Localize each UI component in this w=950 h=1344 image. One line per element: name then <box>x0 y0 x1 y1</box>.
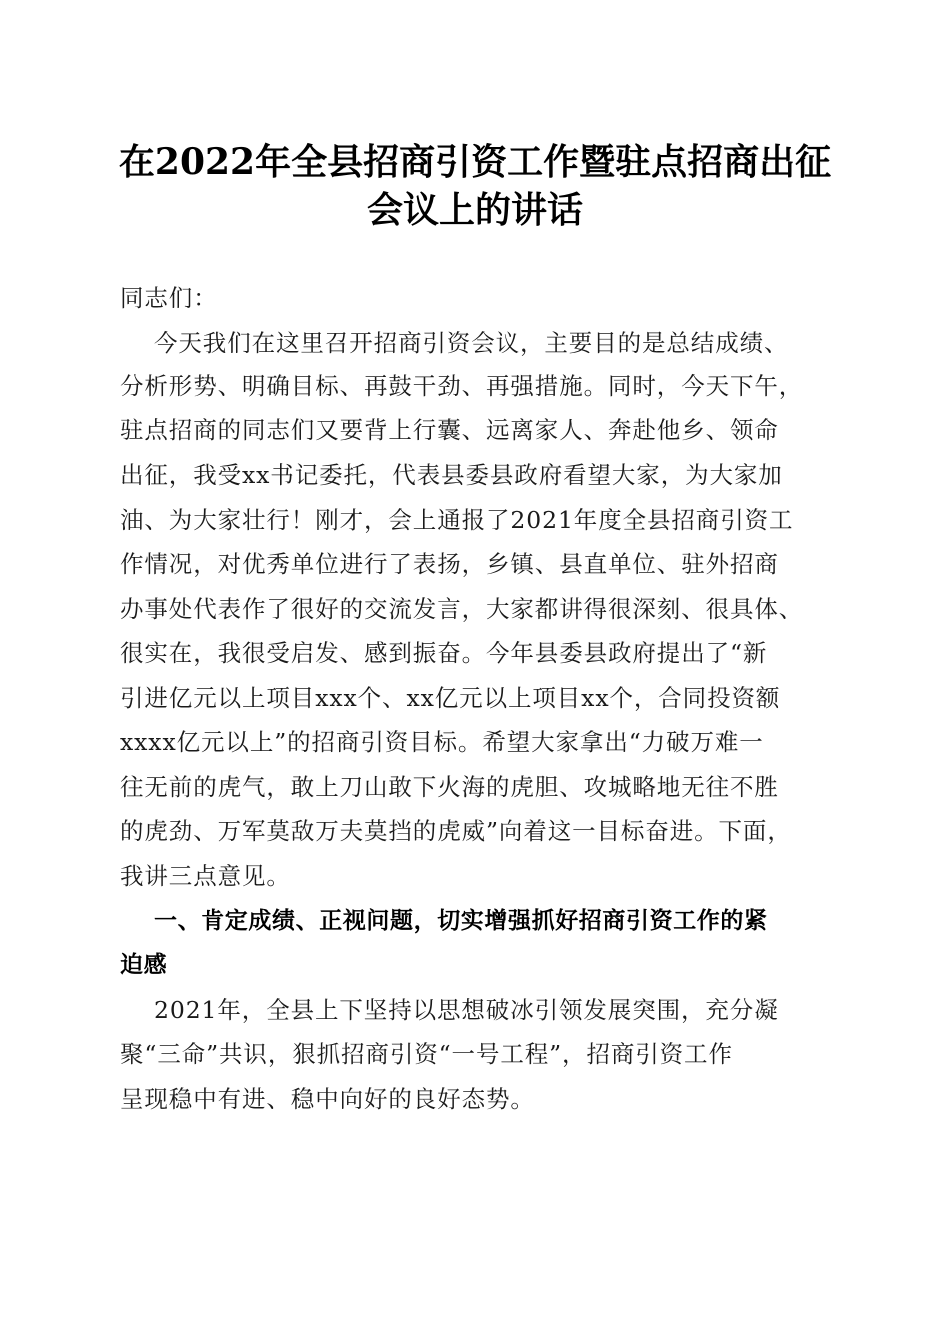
paragraph-line: 聚“三命”共识，狠抓招商引资“一号工程”，招商引资工作 <box>120 1040 733 1068</box>
paragraph-line: 2021年，全县上下坚持以思想破冰引领发展突围，充分凝 <box>154 996 779 1024</box>
paragraph-line: 出征，我受xx书记委托，代表县委县政府看望大家，为大家加 <box>120 461 783 489</box>
paragraph-line: 分析形势、明确目标、再鼓干劲、再强措施。同时，今天下午， <box>120 372 804 400</box>
paragraph-line: 办事处代表作了很好的交流发言，大家都讲得很深刻、很具体、 <box>120 595 804 623</box>
paragraph-line: 油、为大家壮行！刚才，会上通报了2021年度全县招商引资工 <box>120 506 794 534</box>
paragraph-line: xxxx亿元以上”的招商引资目标。希望大家拿出“力破万难一 <box>120 728 764 756</box>
heading-line: 迫感 <box>120 952 168 978</box>
paragraph-line: 往无前的虎气，敢上刀山敢下火海的虎胆、攻城略地无往不胜 <box>120 773 779 801</box>
paragraph-line: 作情况，对优秀单位进行了表扬，乡镇、县直单位、驻外招商 <box>120 550 779 578</box>
paragraph-line: 今天我们在这里召开招商引资会议，主要目的是总结成绩、 <box>154 329 789 357</box>
paragraph-line: 我讲三点意见。 <box>120 862 291 890</box>
paragraph-line: 的虎劲、万军莫敌万夫莫挡的虎威”向着这一目标奋进。下面， <box>120 817 792 845</box>
document-title-line-2: 会议上的讲话 <box>366 189 583 231</box>
paragraph-line: 很实在，我很受启发、感到振奋。今年县委县政府提出了“新 <box>120 639 768 667</box>
salutation: 同志们： <box>120 284 218 312</box>
document-title-line-1: 在2022年全县招商引资工作暨驻点招商出征 <box>118 141 832 183</box>
paragraph-line: 引进亿元以上项目xxx个、xx亿元以上项目xx个，合同投资额 <box>120 684 781 712</box>
paragraph-line: 呈现稳中有进、稳中向好的良好态势。 <box>120 1085 535 1113</box>
heading-line: 一、肯定成绩、正视问题，切实增强抓好招商引资工作的紧 <box>154 908 768 934</box>
paragraph-line: 驻点招商的同志们又要背上行囊、远离家人、奔赴他乡、领命 <box>120 416 779 444</box>
